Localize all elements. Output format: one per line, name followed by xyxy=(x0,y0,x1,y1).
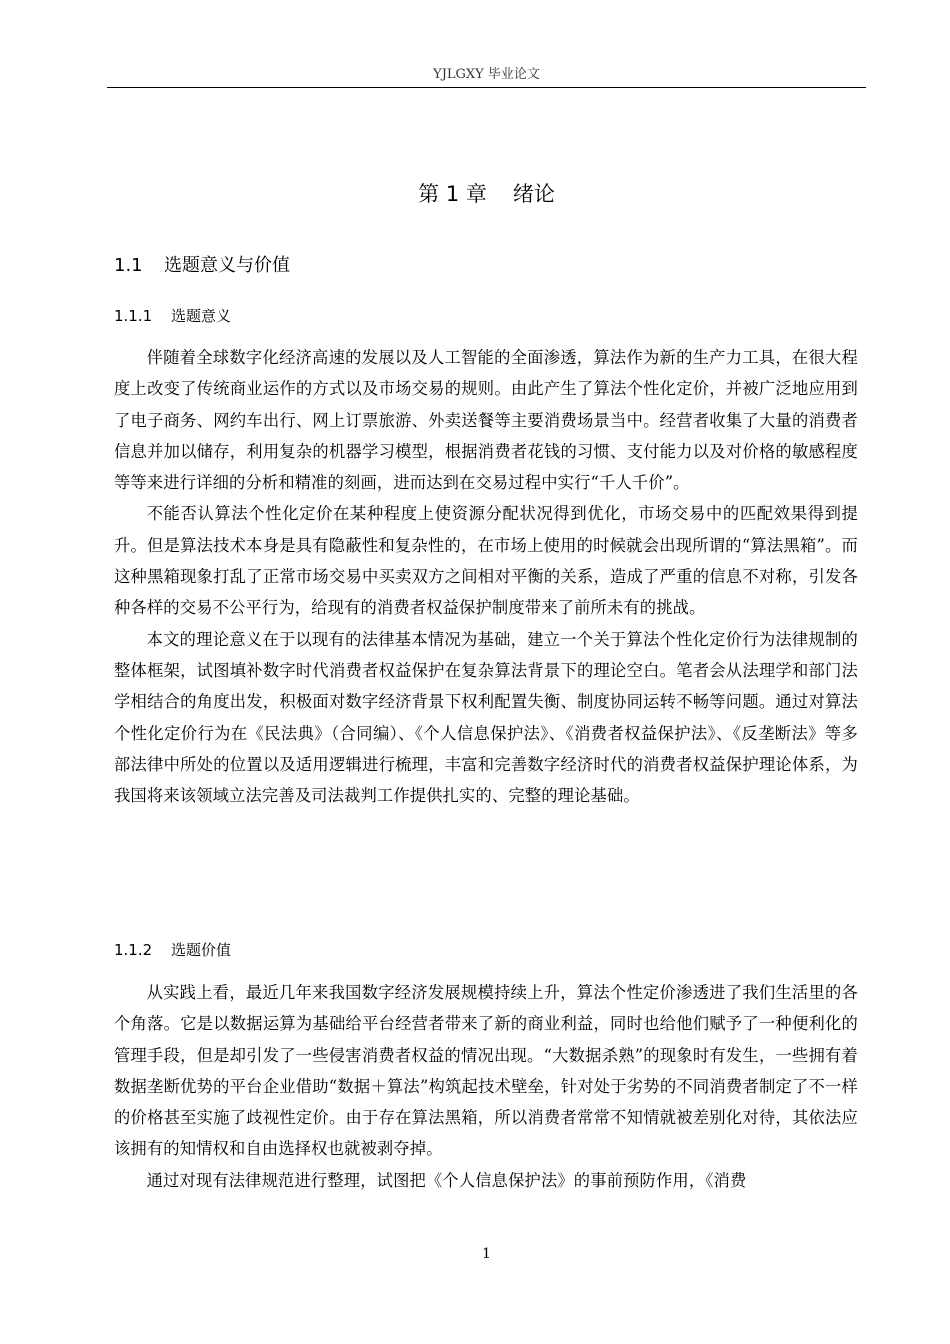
page-header: YJLGXY 毕业论文 xyxy=(433,67,540,82)
subsection-title: 选题意义 xyxy=(171,307,232,325)
body-text-block xyxy=(114,342,858,811)
subsection-number: 1.1.1 xyxy=(114,307,153,325)
section-title: 选题意义与价值 xyxy=(164,255,290,276)
chapter-number: 第 1 章 xyxy=(418,182,487,206)
subsection-title: 选题价值 xyxy=(171,941,232,959)
page-number: 1 xyxy=(482,1246,491,1262)
subsection-heading xyxy=(114,937,231,963)
body-text-block xyxy=(114,977,858,1196)
header-rule xyxy=(107,87,866,88)
paragraph: 从实践上看，最近几年来我国数字经济发展规模持续上升，算法个性定价渗透进了我们生活里的各个角落。它是以数据运算为基础给平台经营者带来了新的商业利益，同时也给他们赋予了一种便利化的管理手段，但是却引发了一些侵害消费者权益的情况出现。“大数据杀熟”的现象时有发生，一些拥有着数据垄断优势的平台企业借助“数据＋算法”构筑起技术壁垒，针对处于劣势的不同消费者制定了不一样的价格甚至实施了歧视性定价。由于存在算法黑箱，所以消费者常常不知情就被差别化对待，其依法应该拥有的知情权和自由选择权也就被剥夺掉。 xyxy=(114,983,858,1159)
subsection-heading xyxy=(114,303,231,329)
paragraph: 不能否认算法个性化定价在某种程度上使资源分配状况得到优化，市场交易中的匹配效果得到提升。但是算法技术本身是具有隐蔽性和复杂性的，在市场上使用的时候就会出现所谓的“算法黑箱”。而这种黑箱现象打乱了正常市场交易中买卖双方之间相对平衡的关系，造成了严重的信息不对称，引发各种各样的交易不公平行为，给现有的消费者权益保护制度带来了前所未有的挑战。 xyxy=(114,504,858,618)
section-heading xyxy=(114,251,290,281)
paragraph: 通过对现有法律规范进行整理，试图把《个人信息保护法》的事前预防作用，《消费 xyxy=(146,1170,747,1190)
section-number: 1.1 xyxy=(114,255,143,276)
chapter-title xyxy=(107,176,866,212)
paragraph: 本文的理论意义在于以现有的法律基本情况为基础，建立一个关于算法个性化定价行为法律规制的整体框架，试图填补数字时代消费者权益保护在复杂算法背景下的理论空白。笔者会从法理学和部门法学相结合的角度出发，积极面对数字经济背景下权利配置失衡、制度协同运转不畅等问题。通过对算法个性化定价行为在《民法典》（合同编）、《个人信息保护法》、《消费者权益保护法》、《反垄断法》等多部法律中所处的位置以及适用逻辑进行梳理，丰富和完善数字经济时代的消费者权益保护理论体系，为我国将来该领域立法完善及司法裁判工作提供扎实的、完整的理论基础。 xyxy=(114,629,858,806)
subsection-number: 1.1.2 xyxy=(114,941,153,959)
chapter-title-text: 绪论 xyxy=(512,182,555,206)
paragraph: 伴随着全球数字化经济高速的发展以及人工智能的全面渗透，算法作为新的生产力工具，在很大程度上改变了传统商业运作的方式以及市场交易的规则。由此产生了算法个性化定价，并被广泛地应用到了电子商务、网约车出行、网上订票旅游、外卖送餐等主要消费场景当中。经营者收集了大量的消费者信息并加以储存，利用复杂的机器学习模型，根据消费者花钱的习惯、支付能力以及对价格的敏感程度等等来进行详细的分析和精准的刻画，进而达到在交易过程中实行“千人千价”。 xyxy=(114,348,858,493)
